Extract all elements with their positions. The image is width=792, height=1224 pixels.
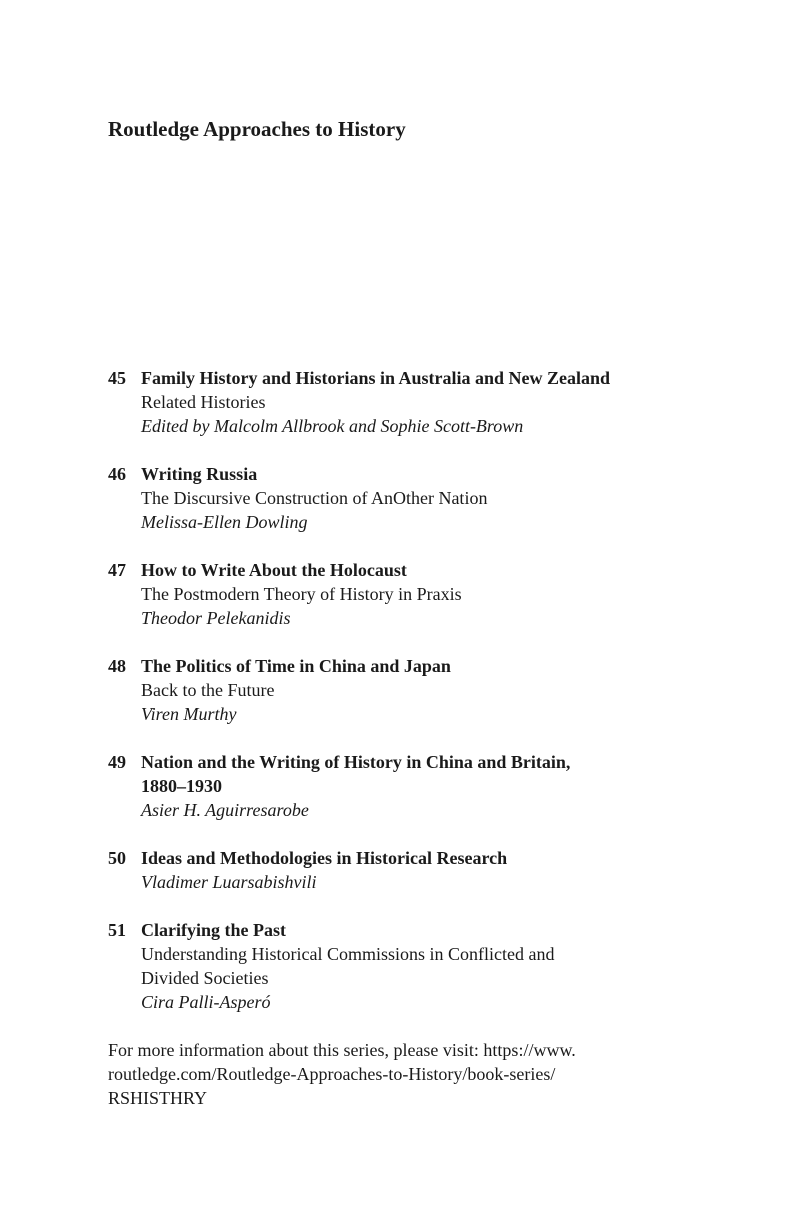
book-entry-46 <box>108 462 708 534</box>
book-author: Vladimer Luarsabishvili <box>141 872 317 892</box>
book-list <box>108 366 708 1038</box>
book-title: Family History and Historians in Australia and New Zealand <box>141 368 611 388</box>
series-info <box>108 1038 698 1110</box>
series-info-line: For more information about this series, please visit: https://www. <box>108 1040 576 1060</box>
book-subtitle: Understanding Historical Commissions in Conflicted and <box>141 944 555 964</box>
book-author: Theodor Pelekanidis <box>141 608 291 628</box>
book-title: Writing Russia <box>141 464 258 484</box>
book-title-continued: 1880–1930 <box>141 776 222 796</box>
book-entry-48 <box>108 654 708 726</box>
book-author: Asier H. Aguirresarobe <box>141 800 309 820</box>
book-subtitle: Back to the Future <box>141 680 275 700</box>
book-title: Nation and the Writing of History in China and Britain, <box>141 752 571 772</box>
series-url-line: routledge.com/Routledge-Approaches-to-History/book-series/ <box>108 1064 556 1084</box>
book-number: 49 <box>108 752 126 772</box>
book-number: 50 <box>108 848 126 868</box>
book-number: 45 <box>108 368 126 388</box>
book-subtitle: Related Histories <box>141 392 266 412</box>
book-author: Cira Palli-Asperó <box>141 992 271 1012</box>
book-entry-50 <box>108 846 708 894</box>
book-entry-51 <box>108 918 708 1014</box>
book-title: Ideas and Methodologies in Historical Research <box>141 848 508 868</box>
book-author: Melissa-Ellen Dowling <box>141 512 308 532</box>
book-number: 51 <box>108 920 126 940</box>
series-title: Routledge Approaches to History <box>108 117 406 141</box>
book-entry-47 <box>108 558 708 630</box>
book-title: Clarifying the Past <box>141 920 286 940</box>
book-author: Viren Murthy <box>141 704 237 724</box>
book-subtitle: The Postmodern Theory of History in Praxis <box>141 584 462 604</box>
book-number: 46 <box>108 464 126 484</box>
book-number: 48 <box>108 656 126 676</box>
book-number: 47 <box>108 560 126 580</box>
book-title: How to Write About the Holocaust <box>141 560 407 580</box>
book-entry-45 <box>108 366 708 438</box>
book-author: Edited by Malcolm Allbrook and Sophie Scott-Brown <box>141 416 524 436</box>
book-entry-49 <box>108 750 708 822</box>
book-subtitle: The Discursive Construction of AnOther Nation <box>141 488 488 508</box>
book-title: The Politics of Time in China and Japan <box>141 656 451 676</box>
series-code-line: RSHISTHRY <box>108 1088 208 1108</box>
book-subtitle-continued: Divided Societies <box>141 968 269 988</box>
